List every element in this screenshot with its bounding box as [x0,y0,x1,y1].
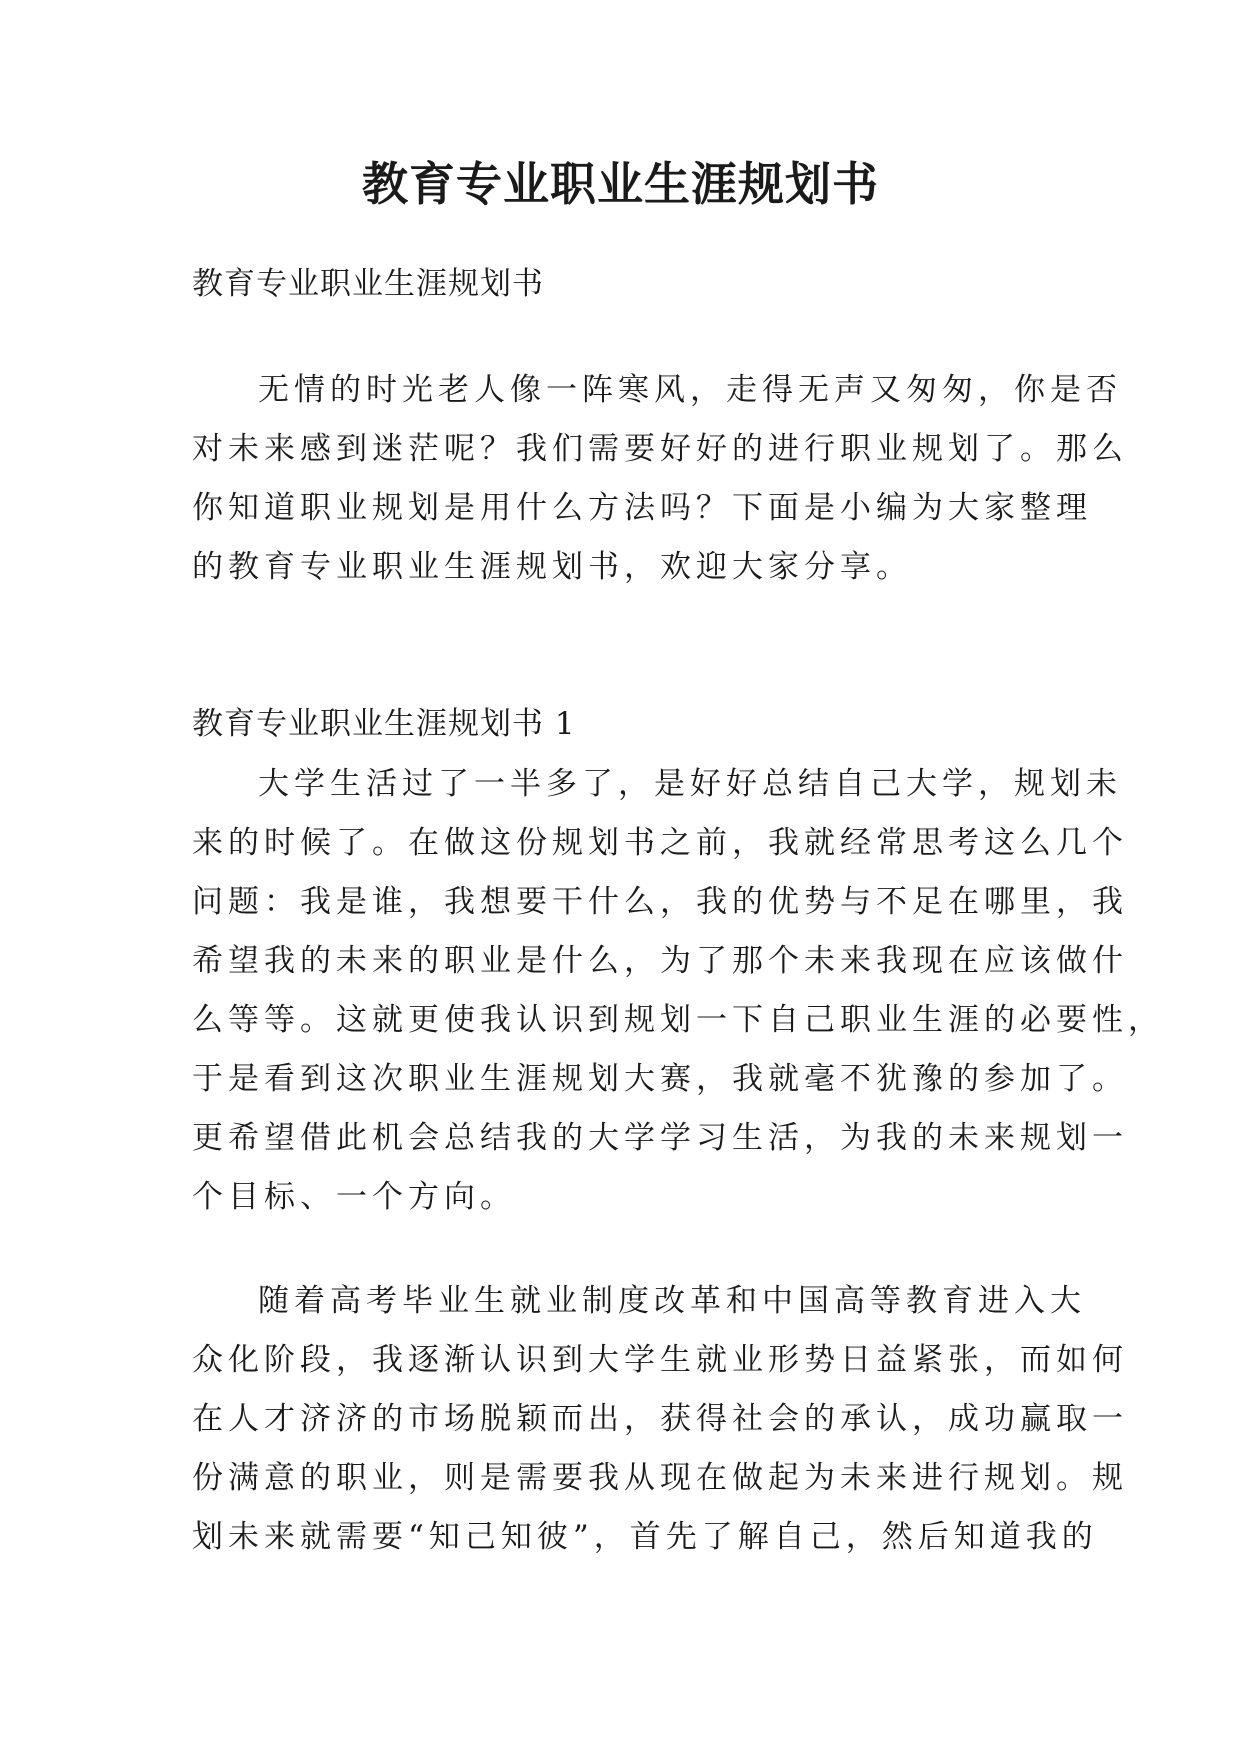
paragraph-line: 大学生活过了一半多了，是好好总结自己大学，规划未 [258,766,1122,802]
paragraph-line: 的教育专业职业生涯规划书，欢迎大家分享。 [192,549,912,585]
paragraph-line: 无情的时光老人像一阵寒风，走得无声又匆匆，你是否 [258,372,1122,408]
intro-paragraph [192,361,1128,597]
section-heading: 教育专业职业生涯规划书 1 [192,706,576,742]
paragraph-line: 对未来感到迷茫呢？我们需要好好的进行职业规划了。那么 [192,431,1128,467]
paragraph-line: 个目标、一个方向。 [192,1179,516,1215]
document-title: 教育专业职业生涯规划书 [362,157,879,211]
paragraph-line: 于是看到这次职业生涯规划大赛，我就毫不犹豫的参加了。 [192,1061,1128,1097]
paragraph-line: 你知道职业规划是用什么方法吗？下面是小编为大家整理 [192,490,1092,526]
paragraph-line: 来的时候了。在做这份规划书之前，我就经常思考这么几个 [192,825,1128,861]
paragraph-line: 希望我的未来的职业是什么，为了那个未来我现在应该做什 [192,943,1128,979]
paragraph-line: 划未来就需要“知己知彼”，首先了解自己，然后知道我的 [192,1519,1098,1555]
paragraph-line: 在人才济济的市场脱颖而出，获得社会的承认，成功赢取一 [192,1401,1128,1437]
paragraph-line: 众化阶段，我逐渐认识到大学生就业形势日益紧张，而如何 [192,1342,1128,1378]
paragraph-line: 份满意的职业，则是需要我从现在做起为未来进行规划。规 [192,1460,1128,1496]
paragraph-line: 问题：我是谁，我想要干什么，我的优势与不足在哪里，我 [192,884,1128,920]
section-paragraph-2 [192,1272,1128,1567]
paragraph-line: 更希望借此机会总结我的大学学习生活，为我的未来规划一 [192,1120,1128,1156]
paragraph-line: 么等等。这就更使我认识到规划一下自己职业生涯的必要性， [192,1002,1164,1038]
section-paragraph-1 [192,755,1164,1227]
document-subtitle: 教育专业职业生涯规划书 [192,266,544,302]
paragraph-line: 随着高考毕业生就业制度改革和中国高等教育进入大 [258,1283,1086,1319]
